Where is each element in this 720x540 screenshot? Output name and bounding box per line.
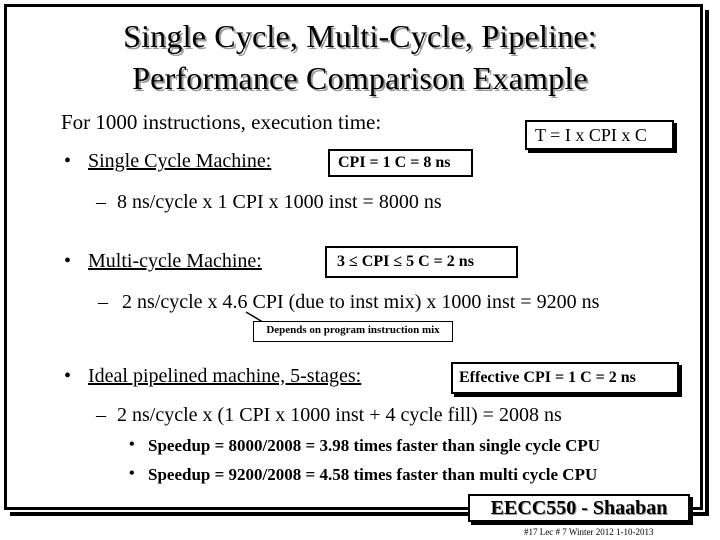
pipeline-params-box — [451, 362, 679, 394]
speedup-bullet-2: • — [129, 465, 135, 482]
lecture-footnote: #17 Lec # 7 Winter 2012 1-10-2013 — [524, 527, 654, 537]
course-label: EECC550 - Shaaban — [490, 497, 668, 519]
multi-cycle-params-box — [325, 246, 518, 278]
instruction-mix-note-box — [253, 321, 453, 342]
single-cycle-label: Single Cycle Machine: — [88, 150, 272, 172]
speedup-multi: Speedup = 9200/2008 = 4.58 times faster than multi cycle CPU — [148, 465, 598, 484]
multi-cycle-params: 3 ≤ CPI ≤ 5 C = 2 ns — [337, 253, 474, 270]
single-cycle-params-box — [328, 149, 473, 177]
multi-dash: – — [98, 291, 108, 313]
multi-bullet: • — [64, 250, 72, 272]
instruction-mix-note: Depends on program instruction mix — [266, 324, 440, 336]
pipelined-machine-label: Ideal pipelined machine, 5-stages: — [88, 365, 362, 387]
pipeline-calc: 2 ns/cycle x (1 CPI x 1000 inst + 4 cycle fill) = 2008 ns — [117, 404, 562, 426]
formula-box — [525, 120, 674, 150]
speedup-single: Speedup = 8000/2008 = 3.98 times faster than single cycle CPU — [148, 436, 601, 455]
pipeline-params: Effective CPI = 1 C = 2 ns — [459, 369, 636, 386]
multi-cycle-label: Multi-cycle Machine: — [88, 250, 262, 272]
single-bullet: • — [64, 150, 72, 172]
formula-text: T = I x CPI x C — [535, 125, 647, 145]
single-dash: – — [96, 191, 106, 213]
single-cycle-params: CPI = 1 C = 8 ns — [338, 154, 451, 171]
slide-title-line1: Single Cycle, Multi-Cycle, Pipeline: — [123, 18, 597, 54]
single-cycle-calc: 8 ns/cycle x 1 CPI x 1000 inst = 8000 ns — [117, 191, 442, 213]
multi-cycle-calc: 2 ns/cycle x 4.6 CPI (due to inst mix) x 1000 inst = 9200 ns — [122, 291, 600, 313]
intro-text: For 1000 instructions, execution time: — [61, 110, 382, 134]
pipeline-bullet: • — [64, 365, 72, 387]
slide-title-line2: Performance Comparison Example — [132, 60, 588, 96]
pipeline-dash: – — [96, 404, 106, 426]
speedup-bullet-1: • — [129, 436, 135, 453]
course-footer-box — [468, 494, 690, 522]
